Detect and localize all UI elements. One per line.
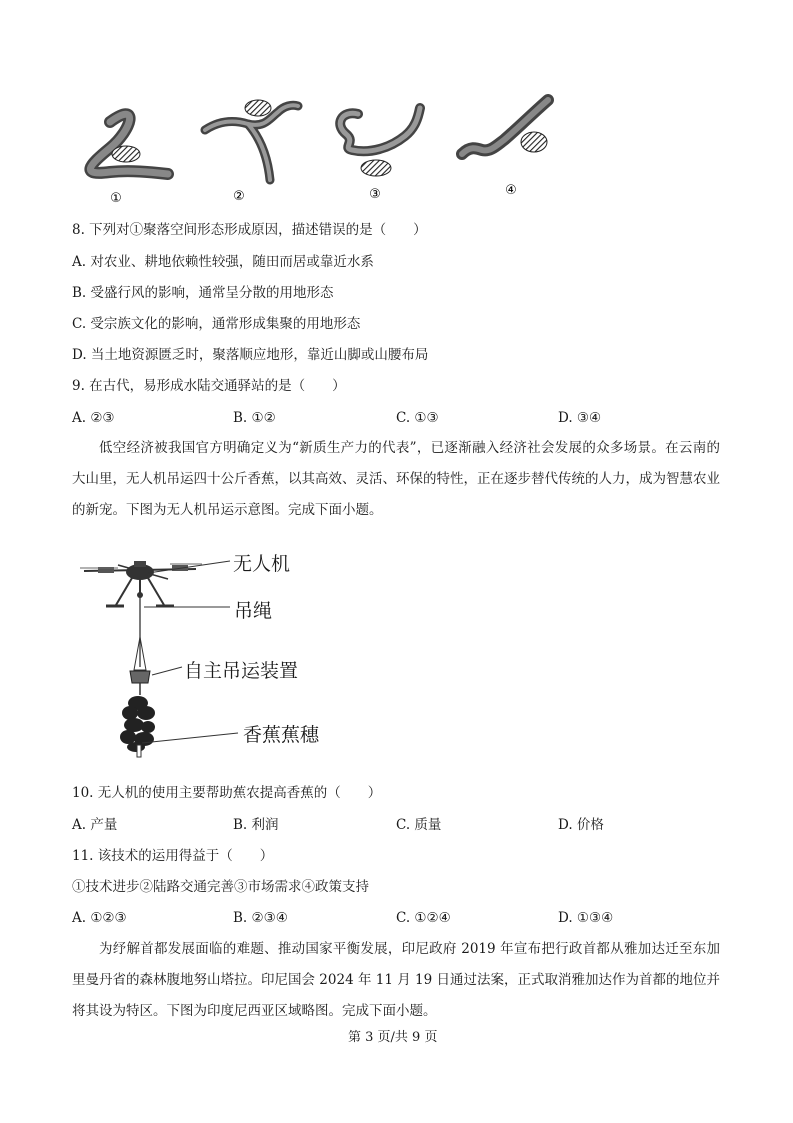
shape-label-4: ④ xyxy=(505,183,517,198)
question-9-option-a[interactable]: A. ②③ xyxy=(72,410,115,426)
label-banana: 香蕉蕉穗 xyxy=(243,724,320,746)
page-footer: 第 3 页/共 9 页 xyxy=(348,1030,438,1045)
question-11-option-d[interactable]: D. ①③④ xyxy=(558,910,614,926)
question-8-option-b[interactable]: B. 受盛行风的影响，通常呈分散的用地形态 xyxy=(72,285,334,301)
question-9-option-c[interactable]: C. ①③ xyxy=(396,410,439,426)
passage-indonesia-capital: 为纾解首都发展面临的难题、推动国家平衡发展，印尼政府 2019 年宣布把行政首都从雅加达迁至东加里曼丹省的森林腹地努山塔拉。印尼国会 2024 年 11 月 19 日通过法案，正式取消雅加达作为首都的地位并将其设为特区。下图为印度尼西亚区域略图。完成下面小题。 xyxy=(72,941,720,1019)
question-11-option-b[interactable]: B. ②③④ xyxy=(233,910,288,926)
question-10-option-d[interactable]: D. 价格 xyxy=(558,817,604,833)
settlement-shapes-figure xyxy=(70,90,570,210)
settlement-shape-2 xyxy=(205,100,298,180)
question-8-option-c[interactable]: C. 受宗族文化的影响，通常形成集聚的用地形态 xyxy=(72,316,361,332)
label-drone: 无人机 xyxy=(233,553,291,575)
question-9-stem: 9. 在古代，易形成水陆交通驿站的是（ ） xyxy=(72,378,346,394)
settlement-shape-4 xyxy=(462,100,548,154)
label-rope: 吊绳 xyxy=(234,600,273,622)
question-8-option-d[interactable]: D. 当土地资源匮乏时，聚落顺应地形，靠近山脚或山腰布局 xyxy=(72,347,429,363)
question-10-option-b[interactable]: B. 利润 xyxy=(233,817,279,833)
question-11-stem: 11. 该技术的运用得益于（ ） xyxy=(72,848,274,864)
question-11-option-c[interactable]: C. ①②④ xyxy=(396,910,451,926)
shape-label-1: ① xyxy=(110,191,122,206)
question-10-option-c[interactable]: C. 质量 xyxy=(396,817,442,833)
shape-label-2: ② xyxy=(233,189,245,204)
question-9-option-b[interactable]: B. ①② xyxy=(233,410,276,426)
question-11-items: ①技术进步②陆路交通完善③市场需求④政策支持 xyxy=(72,879,369,895)
question-10-stem: 10. 无人机的使用主要帮助蕉农提高香蕉的（ ） xyxy=(72,785,382,801)
question-10-option-a[interactable]: A. 产量 xyxy=(72,817,118,833)
question-9-option-d[interactable]: D. ③④ xyxy=(558,410,602,426)
question-8-option-a[interactable]: A. 对农业、耕地依赖性较强，随田而居或靠近水系 xyxy=(72,254,374,270)
question-11-option-a[interactable]: A. ①②③ xyxy=(72,910,127,926)
passage-drone-banana: 低空经济被我国官方明确定义为“新质生产力的代表”，已逐渐融入经济社会发展的众多场景。在云南的大山里，无人机吊运四十公斤香蕉，以其高效、灵活、环保的特性，正在逐步替代传统的人力，成为智慧农业的新宠。下图为无人机吊运示意图。完成下面小题。 xyxy=(72,440,720,518)
shape-label-3: ③ xyxy=(369,187,381,202)
settlement-shape-3 xyxy=(340,108,420,176)
question-8-stem: 8. 下列对①聚落空间形态形成原因，描述错误的是（ ） xyxy=(72,222,427,238)
label-device: 自主吊运装置 xyxy=(184,660,299,682)
settlement-shape-1 xyxy=(90,114,168,174)
